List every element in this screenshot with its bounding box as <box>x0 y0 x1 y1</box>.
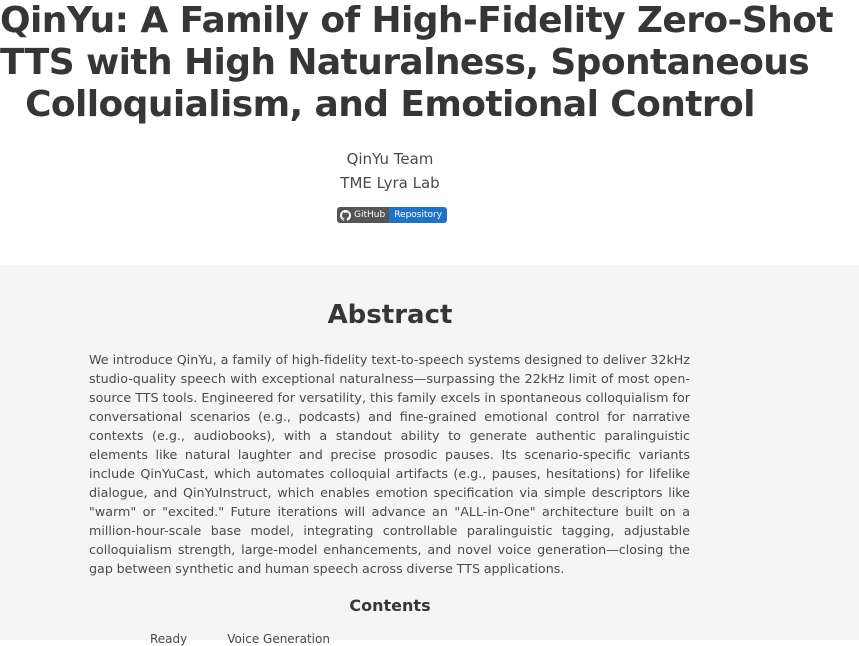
abstract-text: We introduce QinYu, a family of high-fidelity text-to-speech systems designed to deliver 32kHz studio-quality speech with exceptional naturalness—surpassing the 22kHz limit of most open-source TTS tools. Engineered for versatility, this family excels in spontaneous colloquialism for conversational scenarios (e.g., podcasts) and fine-grained emotional control for narrative contexts (e.g., audiobooks), with a standout ability to generate authentic paralinguistic elements like natural laughter and precise prosodic pauses. Its scenario-specific variants include QinYuCast, which automates colloquial artifacts (e.g., pauses, hesitations) for lifelike dialogue, and QinYuInstruct, which enables emotion specification via simple descriptors like "warm" or "excited." Future iterations will advance an "ALL-in-One" architecture built on a million-hour-scale base model, integrating controllable paralinguistic tagging, adjustable colloquialism strength, large-model enhancements, and novel voice generation—closing the gap between synthetic and human speech across diverse TTS applications. <box>89 352 690 576</box>
github-repository-badge[interactable] <box>337 207 447 223</box>
title-line: QinYu: A Family of High-Fidelity Zero-Shot <box>0 0 833 41</box>
badge-left <box>337 207 389 223</box>
contents-list <box>150 632 330 646</box>
badge-right-label: Repository <box>389 207 447 223</box>
author-lab: TME Lyra Lab <box>340 174 440 192</box>
paper-title <box>0 0 833 126</box>
hero-section <box>0 0 859 265</box>
title-line: Colloquialism, and Emotional Control <box>25 84 755 125</box>
author-team: QinYu Team <box>346 150 434 168</box>
contents-heading: Contents <box>349 596 431 615</box>
github-icon <box>340 210 351 221</box>
contents-item[interactable]: Ready <box>150 632 188 646</box>
title-line: TTS with High Naturalness, Spontaneous <box>0 42 810 83</box>
contents-item[interactable]: Voice Generation <box>227 632 330 646</box>
badge-left-label: GitHub <box>354 210 386 220</box>
abstract-heading: Abstract <box>327 300 453 330</box>
